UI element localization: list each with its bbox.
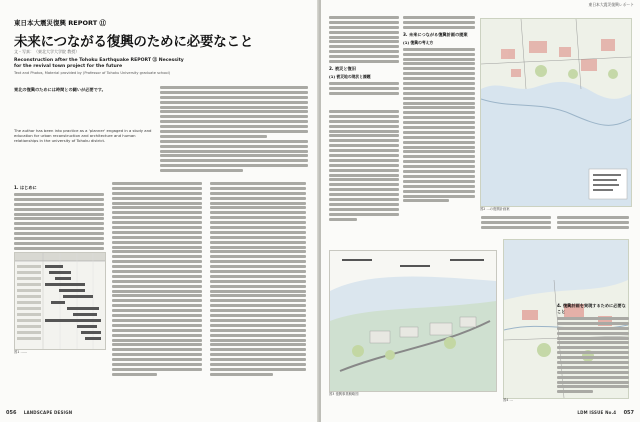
running-header: [321, 2, 640, 8]
body-column-top-right: [160, 86, 308, 186]
section-heading-damage: 2. 被災と復旧: [329, 66, 356, 72]
lead-english: The author has been into practice as a 'planner' engaged in a study and education for urban reconstruction and architecture and human relationships in the university of Tohoku district.: [14, 128, 152, 144]
english-title: Reconstruction after the Tohoku Earthquake REPORT ⑪ Necessity for the revival town project for the future: [14, 58, 184, 69]
subsection-heading-concept: (1) 復興の考え方: [403, 39, 434, 45]
magazine-name-right: LDM ISSUE No.4: [577, 410, 617, 415]
reconstruction-plan-map: [480, 18, 632, 207]
map-caption-2: 図3 復興事業概略図: [329, 392, 359, 396]
right-body-column-1b: [329, 110, 399, 226]
section-heading-intro: 1. はじめに: [14, 185, 37, 190]
page-number-right: 057: [623, 410, 634, 416]
right-body-column-1a: [329, 16, 399, 104]
section-heading-proposal: 3. 未来につながる復興計画の提案: [403, 31, 468, 37]
aerial-diagram-graphic: [330, 251, 496, 391]
left-page: [0, 0, 319, 422]
body-column-3: [210, 182, 306, 402]
right-body-column-3: [481, 216, 551, 236]
report-kicker: 東日本大震災復興 REPORT ⑪: [14, 19, 106, 27]
body-column-2: [112, 182, 202, 402]
map-caption-3: 図4 …: [503, 398, 513, 402]
map-caption-1: 図2 …の復興計画案: [480, 207, 510, 211]
magazine-name-left: LANDSCAPE DESIGN: [23, 410, 73, 415]
page-number-left: 056: [6, 410, 17, 416]
aerial-diagram: [329, 250, 497, 392]
map-graphic: [481, 19, 631, 206]
right-page: [321, 0, 640, 422]
section-heading-implementation: 4. 復興計画を実現するために必要なこと: [557, 303, 626, 314]
article-title: 未来につながる復興のために必要なこと: [14, 34, 254, 50]
right-body-column-2: [403, 16, 475, 226]
schedule-chart-caption: 図1 ……: [14, 350, 28, 354]
schedule-chart: [14, 252, 106, 350]
right-body-column-5: [557, 300, 629, 400]
author-line: 文・写真：（東北大学大学院 教授）: [14, 49, 80, 54]
running-header-text: 東日本大震災復興レポート: [588, 2, 634, 7]
lead-japanese: 東北の復興のためには時間との闘いが必要です。: [14, 87, 106, 92]
left-footer: [0, 410, 319, 416]
schedule-chart-graphic: [15, 253, 105, 349]
right-body-column-4: [557, 216, 629, 236]
english-author: Text and Photos, Material provided by (Professor of Tohoku University graduate school): [14, 71, 171, 75]
right-footer: [321, 410, 640, 416]
subsection-heading-damage: (1) 被災地の現状と課題: [329, 74, 371, 80]
